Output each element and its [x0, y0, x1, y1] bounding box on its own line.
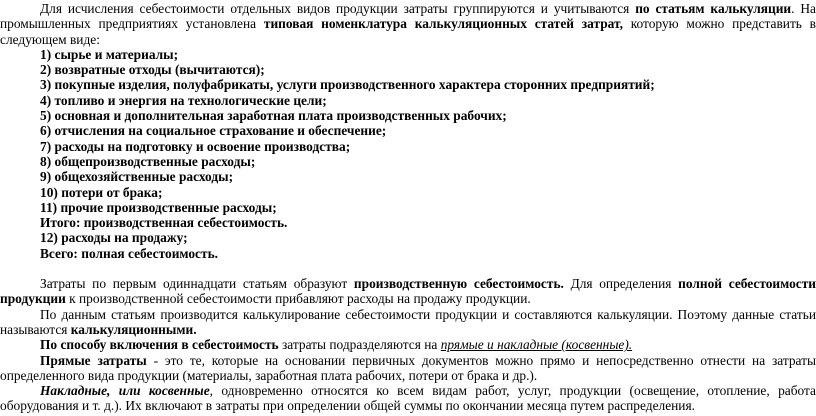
list-item-total-production: Итого: производственная себестоимость.	[40, 215, 288, 231]
list-item: 2) возвратные отходы (вычитаются);	[40, 62, 265, 78]
calculation-bold: калькуляционными.	[70, 321, 197, 337]
direct-costs-paragraph	[0, 353, 816, 384]
direct-costs-bold: Прямые затраты	[40, 352, 147, 368]
spacer	[0, 261, 816, 276]
production-cost-paragraph	[0, 276, 816, 307]
list-item-total-full: Всего: полная себестоимость.	[40, 245, 219, 261]
inclusion-method-bold: По способу включения в себестоимость	[40, 337, 279, 353]
indirect-costs-text: , одновременно относятся ко всем видам работ, услуг, продукции (освещение, отопление, работа оборудования и т. д.). Их включают в затраты при определении общей суммы по окончании месяца путем распределения.	[0, 383, 816, 414]
calculation-paragraph	[0, 307, 816, 338]
list-item: 11) прочие производственные расходы;	[40, 199, 277, 215]
production-cost-text-1: Затраты по первым одиннадцати статьям образуют	[40, 276, 354, 292]
production-cost-bold: производственную себестоимость.	[353, 276, 564, 292]
list-item: 3) покупные изделия, полуфабрикаты, услуги производственного характера сторонних предприятий;	[40, 77, 655, 93]
direct-indirect-italic: прямые и накладные (косвенные).	[440, 337, 633, 353]
list-item: 1) сырье и материалы;	[40, 46, 179, 62]
intro-text-1: Для исчисления себестоимости отдельных видов продукции затраты группируются и учитываются	[40, 1, 636, 16]
intro-bold-cost-items: по статьям калькуляции	[635, 1, 792, 16]
inclusion-method-text: затраты подразделяются на	[278, 337, 441, 353]
inclusion-method-paragraph	[0, 337, 816, 352]
indirect-costs-bold: Накладные, или косвенные	[40, 383, 210, 399]
list-item: 7) расходы на подготовку и освоение производства;	[40, 138, 351, 154]
list-item: 9) общехозяйственные расходы;	[40, 169, 234, 185]
production-cost-text-2: Для определения	[563, 276, 679, 292]
list-item: 6) отчисления на социальное страхование и обеспечение;	[40, 123, 387, 139]
cost-items-list	[0, 47, 816, 261]
indirect-costs-paragraph	[0, 383, 816, 414]
direct-costs-text: - это те, которые на основании первичных документов можно прямо и непосредственно отнести на затраты определенного вида продукции (материалы, заработная плата рабочих, потери от брака и др.).	[0, 352, 816, 383]
calculation-text-1: По данным статьям производится калькулирование себестоимости продукции и составляются калькуляции. Поэтому данные статьи называются	[0, 306, 816, 337]
intro-text-3: которую можно представить в следующем виде:	[0, 16, 816, 47]
intro-bold-nomenclature: типовая номенклатура калькуляционных статей затрат,	[263, 16, 623, 32]
production-cost-text-3: к производственной себестоимости прибавляют расходы на продажу продукции.	[65, 291, 531, 307]
list-item: 5) основная и дополнительная заработная плата производственных рабочих;	[40, 108, 507, 124]
intro-paragraph	[0, 1, 816, 47]
intro-text-2: . На промышленных предприятиях установлена	[0, 1, 816, 32]
full-cost-bold: полной себестоимости продукции	[0, 276, 816, 307]
list-item: 12) расходы на продажу;	[40, 230, 188, 246]
list-item: 8) общепроизводственные расходы;	[40, 153, 256, 169]
list-item: 4) топливо и энергия на технологические цели;	[40, 92, 327, 108]
list-item: 10) потери от брака;	[40, 184, 163, 200]
